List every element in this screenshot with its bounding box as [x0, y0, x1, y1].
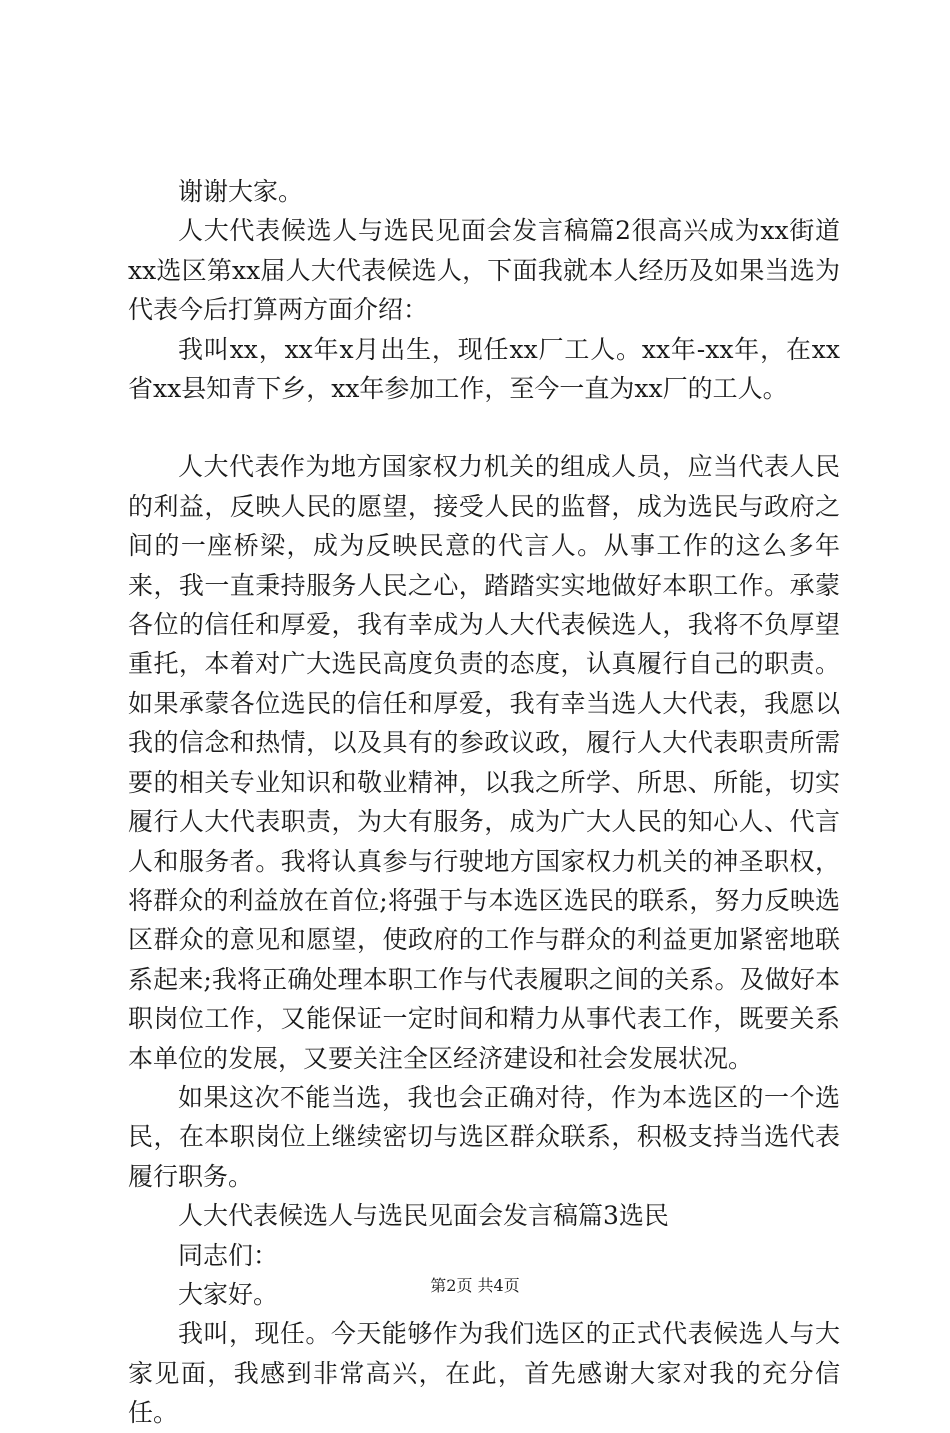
document-body — [128, 172, 840, 1433]
paragraph-thanks: 谢谢大家。 — [178, 177, 304, 206]
paragraph-speech-3-opening: 我叫，现任。今天能够作为我们选区的正式代表候选人与大家见面，我感到非常高兴，在此，首先感谢大家对我的充分信任。 — [128, 1319, 840, 1428]
page-footer: 第2页 共4页 — [430, 1276, 520, 1295]
paragraph-speech-2-intro: 人大代表候选人与选民见面会发言稿篇2很高兴成为xx街道xx选区第xx届人大代表候选人，下面我就本人经历及如果当选为代表今后打算两方面介绍： — [128, 216, 840, 325]
paragraph-representative-duties: 人大代表作为地方国家权力机关的组成人员，应当代表人民的利益，反映人民的愿望，接受人民的监督，成为选民与政府之间的一座桥梁，成为反映民意的代言人。从事工作的这么多年来，我一直秉持服务人民之心，踏踏实实地做好本职工作。承蒙各位的信任和厚爱，我有幸成为人大代表候选人，我将不负厚望重托，本着对广大选民高度负责的态度，认真履行自己的职责。如果承蒙各位选民的信任和厚爱，我有幸当选人大代表，我愿以我的信念和热情，以及具有的参政议政，履行人大代表职责所需要的相关专业知识和敬业精神，以我之所学、所思、所能，切实履行人大代表职责，为大有服务，成为广大人民的知心人、代言人和服务者。我将认真参与行驶地方国家权力机关的神圣职权，将群众的利益放在首位;将强于与本选区选民的联系，努力反映选区群众的意见和愿望，使政府的工作与群众的利益更加紧密地联系起来;我将正确处理本职工作与代表履职之间的关系。及做好本职岗位工作，又能保证一定时间和精力从事代表工作，既要关系本单位的发展，又要关注全区经济建设和社会发展状况。 — [128, 452, 840, 1073]
paragraph-self-introduction: 我叫xx，xx年x月出生，现任xx厂工人。xx年-xx年，在xx省xx县知青下乡，xx年参加工作，至今一直为xx厂的工人。 — [128, 334, 840, 404]
paragraph-salutation: 同志们： — [178, 1240, 279, 1270]
paragraph-speech-3-title: 人大代表候选人与选民见面会发言稿篇3选民 — [178, 1201, 669, 1231]
paragraph-if-not-elected: 如果这次不能当选，我也会正确对待，作为本选区的一个选民，在本职岗位上继续密切与选区群众联系，积极支持当选代表履行职务。 — [128, 1082, 840, 1191]
paragraph-greeting: 大家好。 — [178, 1279, 279, 1309]
